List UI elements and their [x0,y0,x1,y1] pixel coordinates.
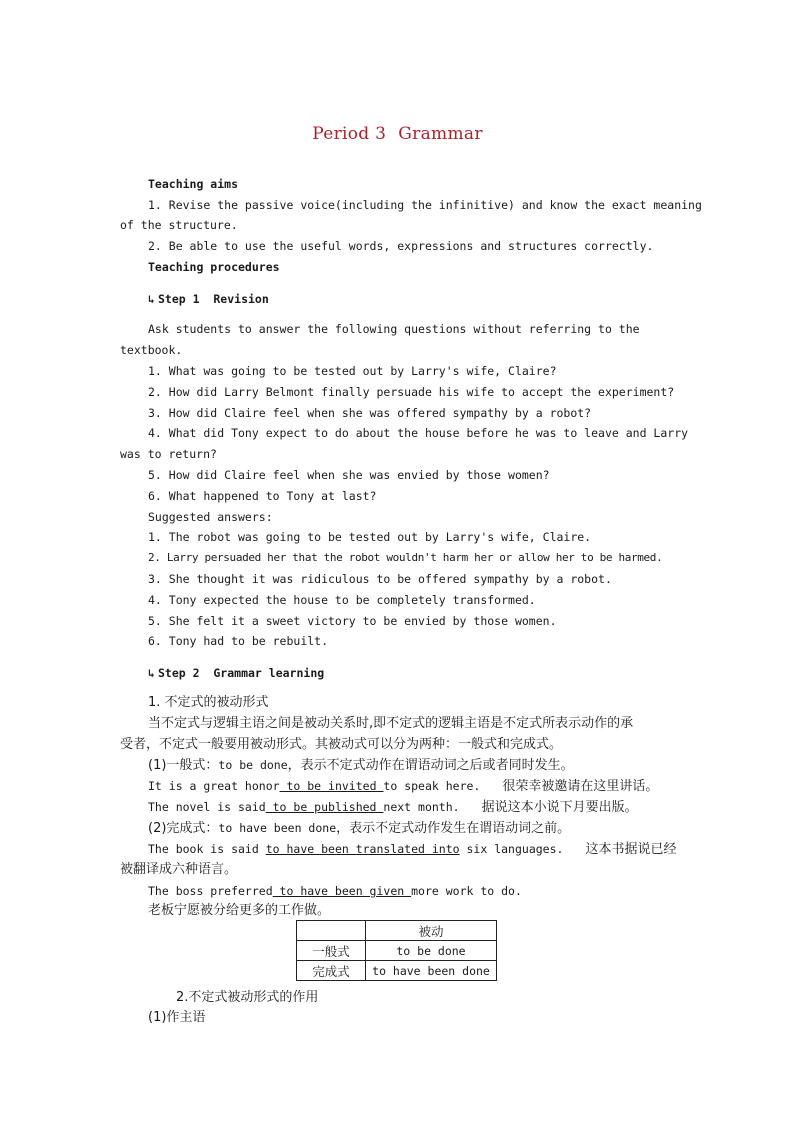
example-3-translation-2: 被翻译成六种语言。 [120,862,238,877]
answer-1: 1. The robot was going to be tested out by Larry's wife, Claire. [148,530,592,544]
section-1-para-line-2: 受者，不定式一般要用被动形式。其被动式可以分为两种：一般式和完成式。 [120,737,563,752]
page-title [120,124,675,144]
table-corner-cell [297,921,366,941]
example-4-pre: The boss preferred [148,884,273,898]
step1-intro-line-1: Ask students to answer the following questions without referring to the [148,322,640,336]
step2-heading [148,665,324,682]
table-row [297,961,497,981]
perfect-form-value: to have been done [218,821,337,835]
example-1-pre: It is a great honor [148,779,280,793]
example-3-pre: The book is said [148,842,266,856]
aim-1-line-2: of the structure. [120,218,238,232]
example-2 [148,799,638,817]
question-2: 2. How did Larry Belmont finally persuade his wife to accept the experiment? [148,385,675,399]
table-row-label: 完成式 [297,961,366,981]
perfect-form-desc: ，表示不定式动作发生在谓语动词之前。 [336,821,571,836]
general-form-label: (1)一般式： [148,758,219,773]
example-1 [148,778,658,796]
section-1-para-line-1: 当不定式与逻辑主语之间是被动关系时,即不定式的逻辑主语是不定式所表示动作的承 [148,716,634,731]
example-3-underlined: to have been translated into [265,842,460,856]
example-4-translation: 老板宁愿被分给更多的工作做。 [148,903,331,918]
example-1-post: to speak here. [383,779,481,793]
table-row-label: 一般式 [297,941,366,961]
example-2-underlined: to be published [265,800,384,814]
answer-6: 6. Tony had to be rebuilt. [148,634,329,648]
example-2-post: next month. [383,800,460,814]
title-topic: Grammar [398,124,483,144]
example-3-translation-1: 这本书据说已经 [585,842,677,857]
perfect-form-line [148,820,570,838]
example-3-post: six languages. [459,842,564,856]
aim-2: 2. Be able to use the useful words, expressions and structures correctly. [148,239,654,253]
aim-1-line-1: 1. Revise the passive voice(including the infinitive) and know the exact meaning [148,198,702,212]
example-2-translation: 据说这本小说下月要出版。 [481,800,638,815]
answer-2: 2. Larry persuaded her that the robot wouldn't harm her or allow her to be harmed. [148,551,663,564]
example-2-pre: The novel is said [148,800,266,814]
table-header-passive: 被动 [366,921,497,941]
step2-heading-text: Step 2 Grammar learning [158,666,325,680]
example-1-underlined: to be invited [279,779,384,793]
table-row-value: to be done [366,941,497,961]
step-arrow-icon: ↳ [148,667,155,680]
step-arrow-icon: ↳ [148,293,155,306]
example-3 [148,841,676,859]
passive-forms-table [296,920,497,981]
table-row [297,921,497,941]
perfect-form-label: (2)完成式： [148,821,219,836]
question-4-line-1: 4. What did Tony expect to do about the house before he was to leave and Larry [148,426,689,440]
question-1: 1. What was going to be tested out by Larry's wife, Claire? [148,364,557,378]
question-6: 6. What happened to Tony at last? [148,489,377,503]
question-5: 5. How did Claire feel when she was envied by those women? [148,468,550,482]
answer-3: 3. She thought it was ridiculous to be offered sympathy by a robot. [148,572,612,586]
general-form-desc: ，表示不定式动作在谓语动词之后或者同时发生。 [287,758,574,773]
answer-4: 4. Tony expected the house to be completely transformed. [148,593,536,607]
answers-heading: Suggested answers: [148,510,273,524]
example-1-translation: 很荣幸被邀请在这里讲话。 [502,779,659,794]
step1-heading [148,291,269,308]
section-1-title: 1. 不定式的被动形式 [148,695,269,710]
step1-heading-text: Step 1 Revision [158,292,269,306]
question-3: 3. How did Claire feel when she was offered sympathy by a robot? [148,406,592,420]
aims-heading: Teaching aims [148,177,239,191]
example-4 [148,883,522,899]
table-row-value: to have been done [366,961,497,981]
question-4-line-2: was to return? [120,447,217,461]
example-4-post: more work to do. [411,884,522,898]
procedures-heading: Teaching procedures [148,260,280,274]
section-2-subtitle-1: (1)作主语 [148,1010,206,1025]
general-form-line [148,757,574,775]
table-row [297,941,497,961]
answer-5: 5. She felt it a sweet victory to be envied by those women. [148,614,557,628]
section-2-title: 2.不定式被动形式的作用 [176,990,319,1005]
example-4-underlined: to have been given [272,884,412,898]
general-form-value: to be done [218,758,288,772]
title-period: Period 3 [312,124,387,144]
step1-intro-line-2: textbook. [120,343,183,357]
